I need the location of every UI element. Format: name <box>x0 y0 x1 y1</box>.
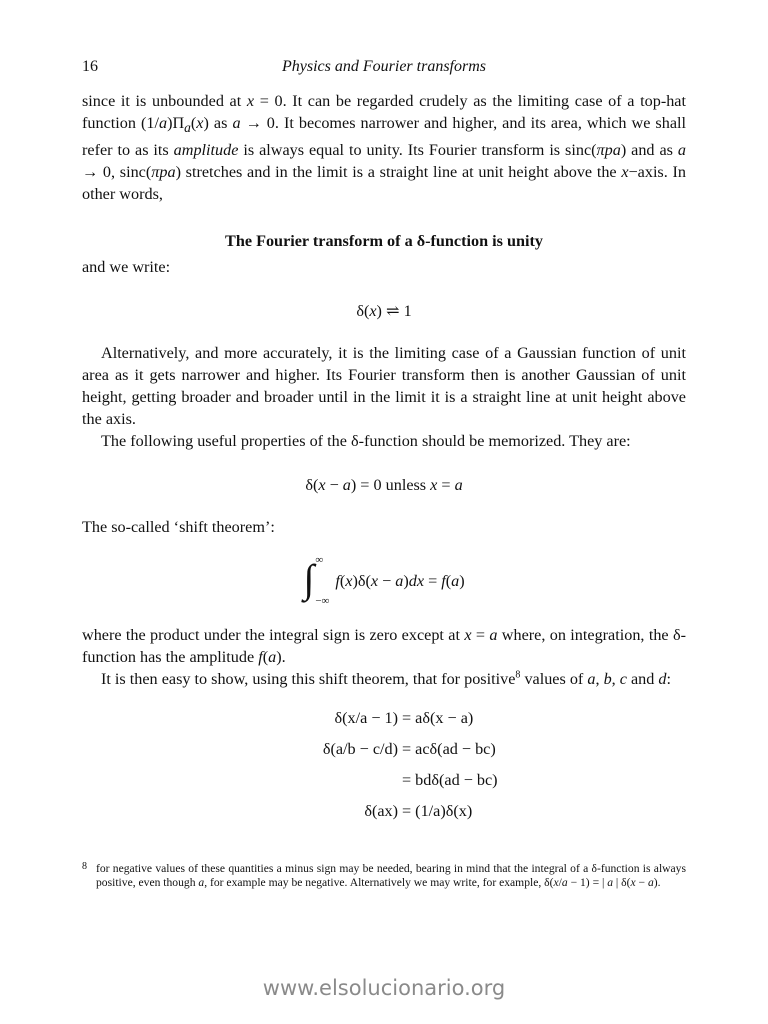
equation-row: δ(x/a − 1) = aδ(x − a) <box>334 708 474 727</box>
footnote-mark: 8 <box>82 861 87 872</box>
equation-shift-theorem <box>82 554 686 608</box>
paragraph-we-write: and we write: <box>82 258 171 277</box>
paragraph-gaussian: Alternatively, and more accurately, it is the limiting case of a Gaussian function of unit area as it gets narrower and higher. Its Fourier transform then is another Gaussian of unit height, getting broader and broader until in the limit it is a straight line at unit height above the axis. <box>82 344 686 429</box>
equation-block <box>82 702 686 826</box>
integral-limits: ∞ −∞ <box>315 554 330 608</box>
paragraph-easy-to-show: It is then easy to show, using this shift theorem, that for positive$^8$ values of a, b, c and d: <box>101 669 671 689</box>
equation-row: δ(ax) = (1/a)δ(x) <box>364 801 473 820</box>
footnote <box>82 862 686 890</box>
equation-delta-transform: δ(x) ⇌ 1 <box>356 302 412 321</box>
equation-row: = bdδ(ad − bc) <box>402 770 498 789</box>
equation-row: δ(a/b − c/d) = acδ(ad − bc) <box>322 739 496 758</box>
integrand: f(x)δ(x − a)dx = f(a) <box>335 572 465 591</box>
integral-sign: ∫ <box>303 556 315 602</box>
running-title: Physics and Fourier transforms <box>282 58 486 75</box>
paragraph-properties: The following useful properties of the δ-function should be memorized. They are: <box>101 432 631 451</box>
page-header <box>82 58 686 82</box>
paragraph-product: where the product under the integral sign is zero except at x = a where, on integration, the δ-function has the amplitude f(a). <box>82 626 686 667</box>
paragraph-unbounded: since it is unbounded at x = 0. It can be regarded crudely as the limiting case of a top-hat function $(1/a)\Pi_a(x)$ as a → 0. It becomes narrower and higher, and its area, which we shall refer to as its amplitude is always equal to unity. Its Fourier transform is sinc(πpa) and as a → 0, sinc(πpa) stretches and in the limit is a straight line at unit height above the x−axis. In other words, <box>82 92 687 204</box>
boxed-statement: The Fourier transform of a δ-function is unity <box>225 232 543 251</box>
equation-delta-zero: δ(x − a) = 0 unless x = a <box>305 476 463 495</box>
footnote-ref: 8 <box>515 669 521 681</box>
paragraph-shift-theorem: The so-called ‘shift theorem’: <box>82 518 275 537</box>
page-number: 16 <box>82 58 98 75</box>
footnote-text: for negative values of these quantities a minus sign may be needed, bearing in mind that the integral of a δ-function is always positive, even though a, for example may be negative. Alternatively we may write, for example, δ(x/a − 1) = | a | δ(x − a). <box>96 862 686 889</box>
watermark-url: www.elsolucionario.org <box>262 976 506 1000</box>
page-body <box>82 90 686 826</box>
